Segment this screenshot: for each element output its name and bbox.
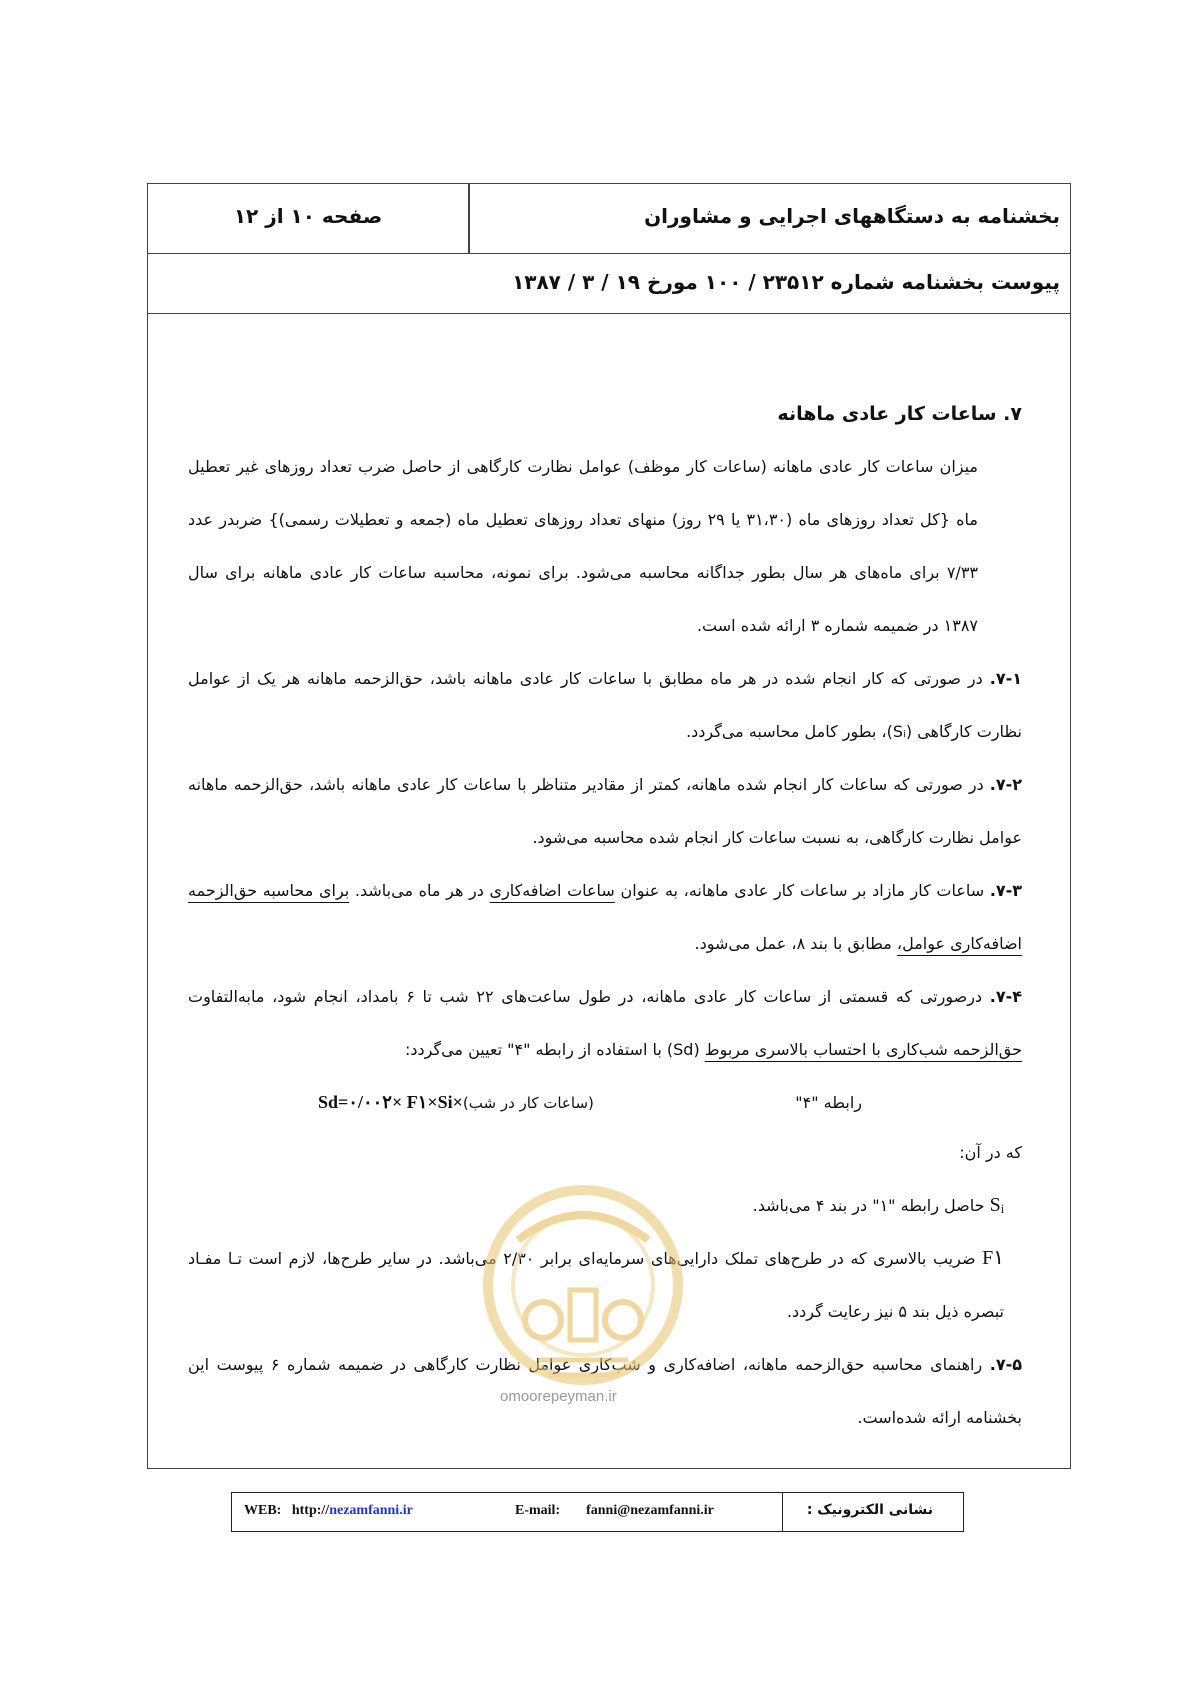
formula-lhs: Sd=۰/۰۰۲× F۱×Si× <box>318 1092 463 1112</box>
formula-label: رابطه "۴" <box>795 1093 862 1112</box>
formula-4 <box>188 1076 1022 1126</box>
clause-7-3 <box>188 864 1022 970</box>
header-row <box>148 184 1070 254</box>
header-divider <box>468 184 470 254</box>
clause-7-4 <box>188 970 1022 1076</box>
section-intro: میزان ساعات کار عادی ماهانه (ساعات کار موظف) عوامل نظارت کارگاهی از حاصل ضرب تعداد روزهای غیر تعطیل ماه {کل تعداد روزهای ماه (۳۱،۳۰ یا ۲۹ روز) منهای تعداد روزهای تعطیل ماه (جمعه و تعطیلات رسمی)} ضربدر عدد ۷/۳۳ برای ماه‌های هر سال بطور جداگانه محاسبه می‌شود. برای نمونه، محاسبه ساعات کار عادی ماهانه برای سال ۱۳۸۷ در ضمیمه شماره ۳ ارائه شده است. <box>188 457 978 635</box>
definition-text: حاصل رابطه "۱" در بند ۴ می‌باشد. <box>752 1196 985 1215</box>
symbol-si: Sᵢ <box>989 1194 1004 1216</box>
web-link[interactable]: nezamfanni.ir <box>329 1503 413 1518</box>
footer-web <box>244 1503 413 1519</box>
web-label: WEB: <box>244 1503 282 1518</box>
definition-f1 <box>188 1232 1022 1338</box>
clause-number: ۷-۱. <box>989 669 1022 688</box>
clause-number: ۷-۴. <box>989 987 1023 1006</box>
attachment-reference: پیوست بخشنامه شماره ۲۳۵۱۲ / ۱۰۰ مورخ ۱۹ / ۳ / ۱۳۸۷ <box>512 270 1060 294</box>
page-frame <box>147 183 1071 1469</box>
clause-text: راهنمای محاسبه حق‌الزحمه ماهانه، اضافه‌کاری و شب‌کاری عوامل نظارت کارگاهی در ضمیمه شماره ۶ پیوست این بخشنامه ارائه شده‌است. <box>188 1355 1022 1427</box>
clause-text: درصورتی که قسمتی از ساعات کار عادی ماهانه، در طول ساعت‌های ۲۲ شب تا ۶ بامداد، انجام شود، مابه‌التفاوت <box>188 987 983 1006</box>
clause-number: ۷-۵. <box>989 1355 1022 1374</box>
formula-expression <box>318 1076 594 1130</box>
attachment-row <box>148 254 1070 314</box>
clause-text: مطابق با بند ۸، عمل می‌شود. <box>694 934 892 953</box>
definition-text: ضریب بالاسری که در طرح‌های تملک دارایی‌های سرمایه‌ای برابر ۲/۳۰ می‌باشد. در سایر طرح‌ها، لازم است تـا مفـاد تبصره ذیل بند ۵ نیز رعایت گردد. <box>188 1249 1004 1321</box>
symbol-f1: F۱ <box>982 1247 1004 1269</box>
circular-title: بخشنامه به دستگاههای اجرایی و مشاوران <box>644 204 1060 228</box>
underlined-term: حق‌الزحمه شب‌کاری با احتساب بالاسری مربوط <box>704 1040 1022 1059</box>
definition-si <box>188 1179 1022 1232</box>
clause-text: در صورتی که کار انجام شده در هر ماه مطابق با ساعات کار عادی ماهانه باشد، حق‌الزحمه ماهانه هر یک از عوامل نظارت کارگاهی (Sᵢ)، بطور کامل محاسبه می‌گردد. <box>188 669 1022 741</box>
email-label: E-mail: <box>515 1503 561 1518</box>
clause-text: ساعات کار مازاد بر ساعات کار عادی ماهانه، به عنوان <box>620 881 985 900</box>
clause-text: در هر ماه می‌باشد. <box>354 881 484 900</box>
clause-7-2 <box>188 758 1022 864</box>
clause-7-1 <box>188 652 1022 758</box>
clause-number: ۷-۳. <box>989 881 1023 900</box>
underlined-term: برای محاسبه حق‌الزحمه اضافه‌کاری عوامل، <box>188 881 1022 953</box>
footer-divider <box>782 1493 784 1531</box>
clause-text: (Sd) با استفاده از رابطه "۴" تعیین می‌گردد: <box>404 1040 700 1059</box>
watermark-url: omoorepeyman.ir <box>500 1388 617 1405</box>
email-address[interactable]: fanni@nezamfanni.ir <box>586 1503 714 1518</box>
formula-paren: (ساعات کار در شب) <box>462 1094 594 1112</box>
definitions-intro: که در آن: <box>959 1143 1022 1162</box>
web-prefix: http:// <box>291 1503 330 1518</box>
footer-email <box>515 1503 714 1519</box>
section-title: ۷. ساعات کار عادی ماهانه <box>777 403 1022 425</box>
footer-label: نشانی الکترونیک : <box>806 1502 933 1518</box>
underlined-term: ساعات اضافه‌کاری <box>489 881 615 900</box>
clause-text: در صورتی که ساعات کار انجام شده ماهانه، کمتر از مقادیر متناظر با ساعات کار عادی ماهانه باشد، حق‌الزحمه ماهانه عوامل نظارت کارگاهی، به نسبت ساعات کار انجام شده محاسبه می‌شود. <box>188 775 1022 847</box>
page-number: صفحه ۱۰ از ۱۲ <box>233 204 383 228</box>
document-body <box>188 394 1022 1444</box>
footer-box <box>231 1492 964 1532</box>
clause-number: ۷-۲. <box>989 775 1022 794</box>
